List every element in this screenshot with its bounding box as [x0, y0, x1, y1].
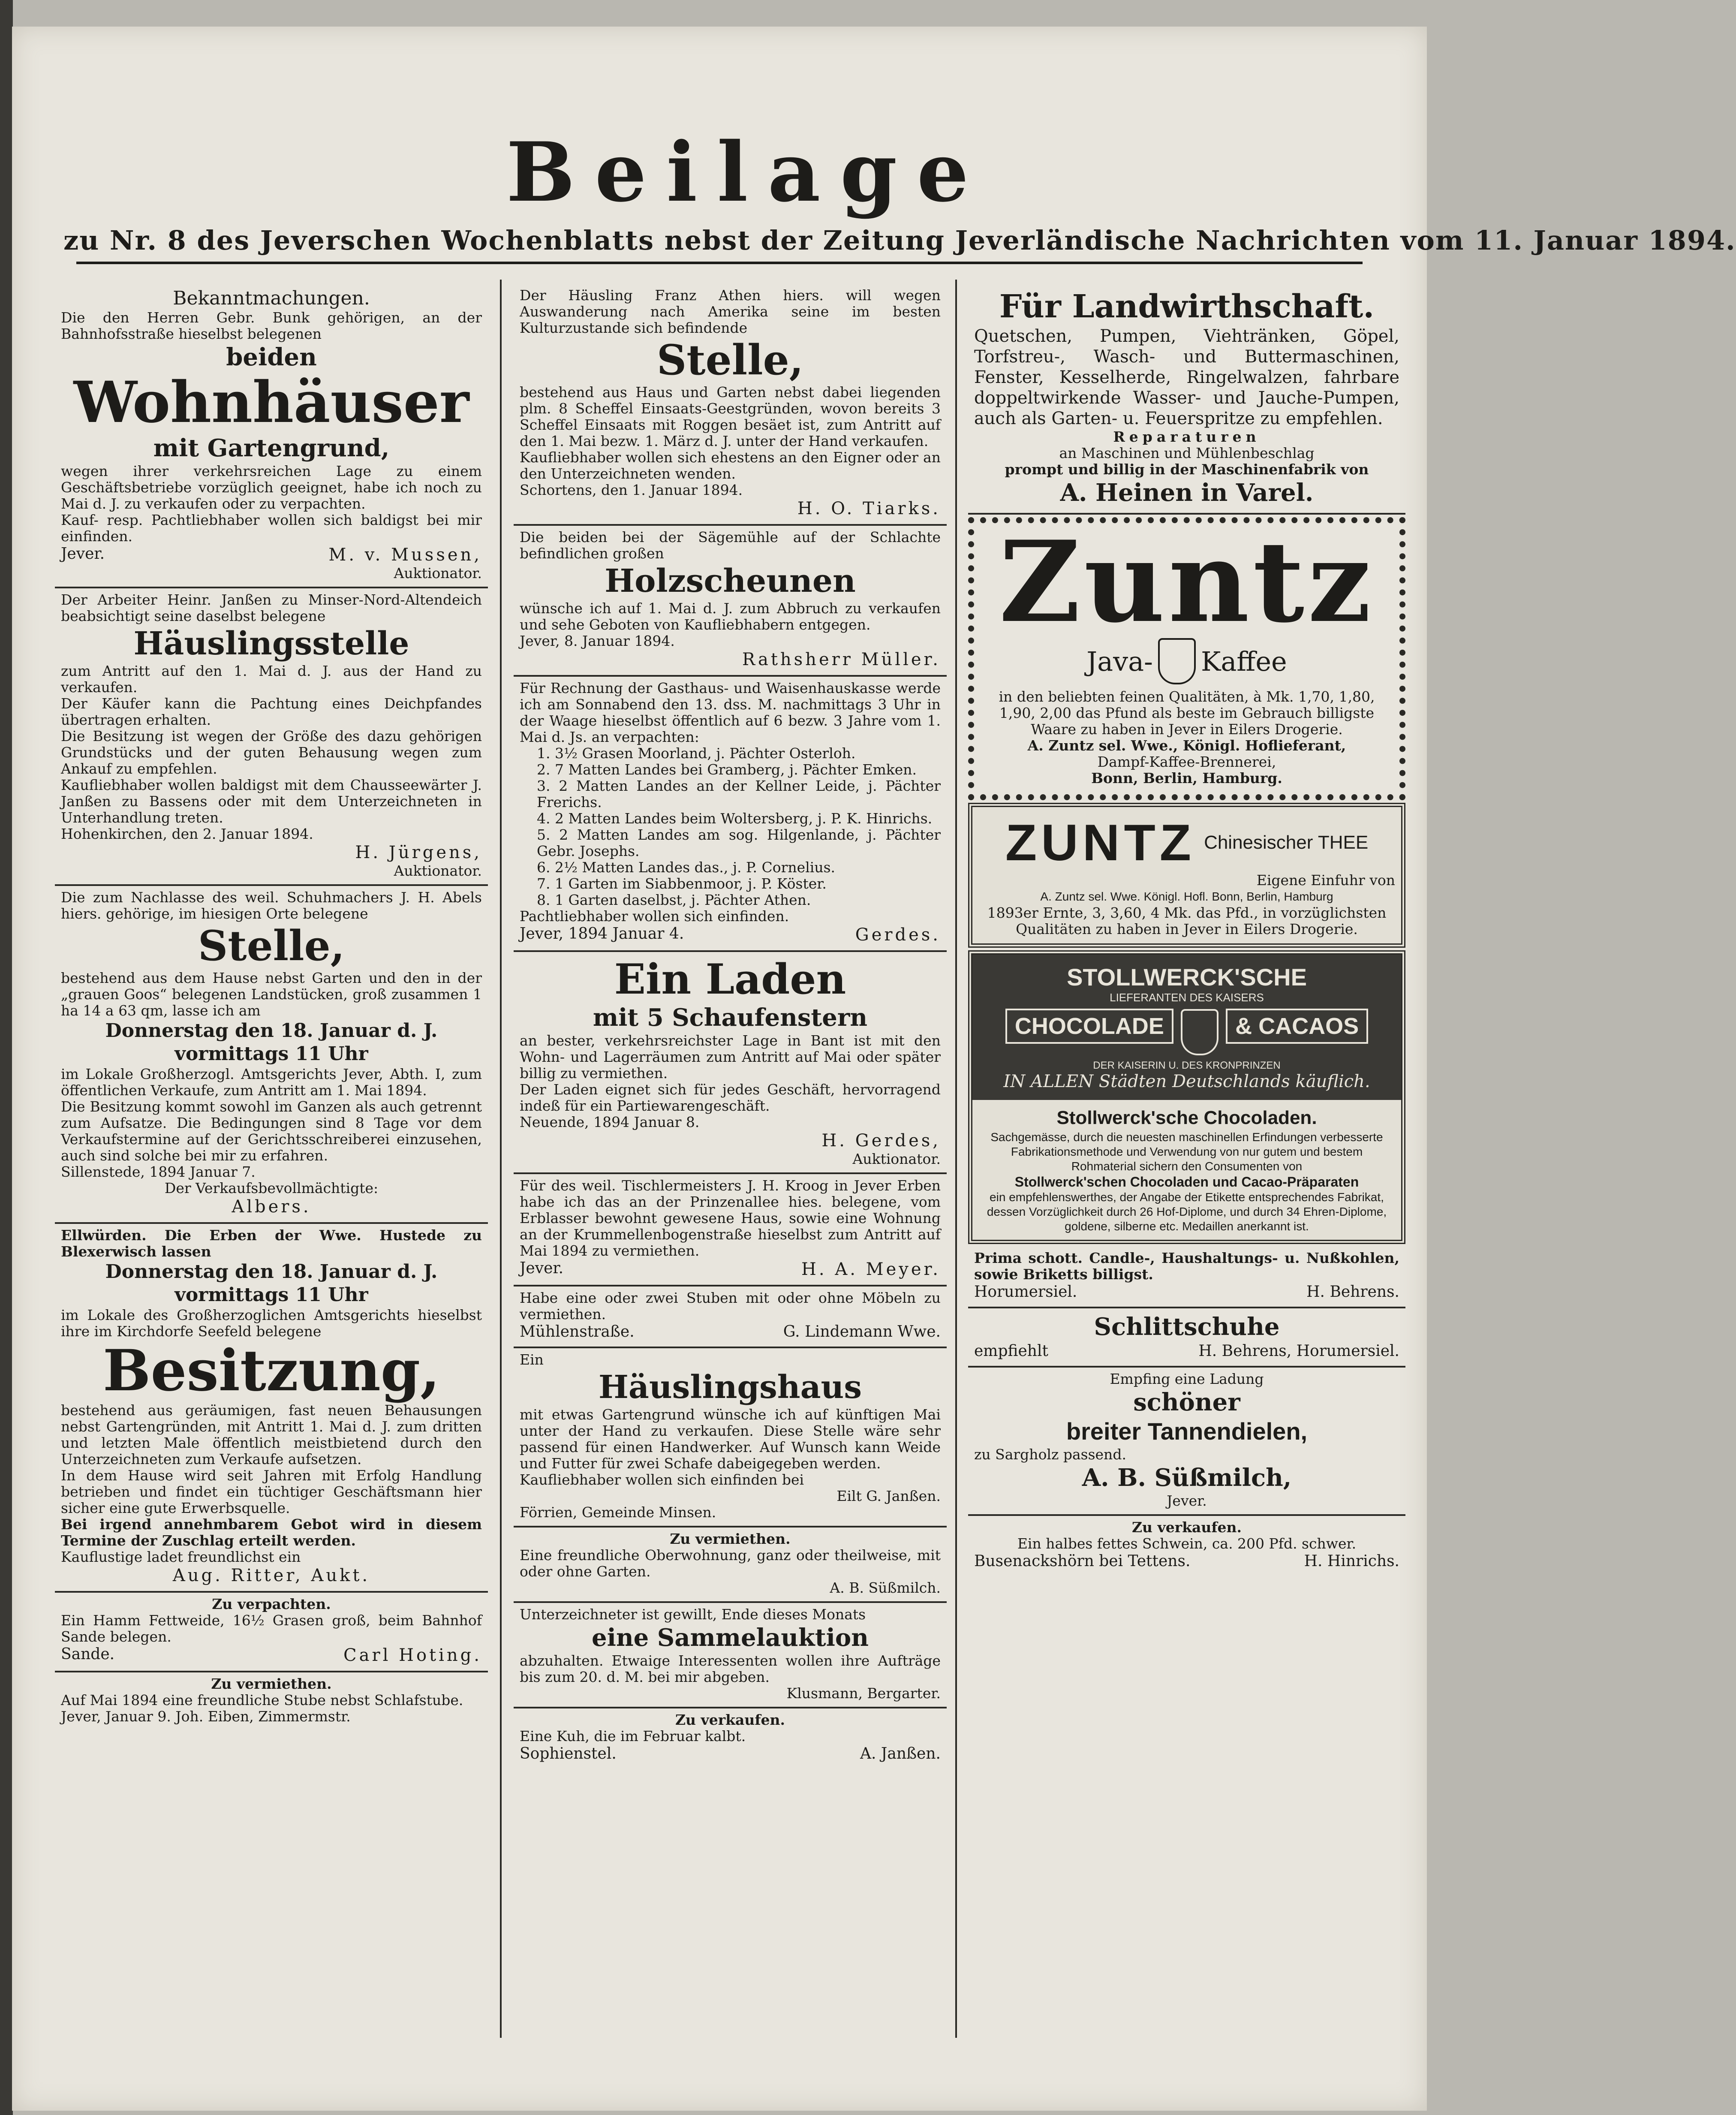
- column-rule-1: [500, 280, 502, 2038]
- ad-signature: A. B. Süßmilch,: [1082, 1463, 1292, 1492]
- ad-stuben: [514, 1286, 947, 1348]
- list-item: 5. 2 Matten Landes am sog. Hilgenlande, j. Pächter Gebr. Josephs.: [537, 826, 941, 859]
- ad-place: Mühlenstraße.: [520, 1323, 635, 1341]
- ad-zuntz-thee: [968, 803, 1405, 948]
- ad-text: Habe eine oder zwei Stuben mit oder ohne Möbeln zu vermiethen.: [520, 1289, 941, 1323]
- ad-text: Ein: [520, 1351, 544, 1368]
- coat-of-arms-icon: [1158, 638, 1196, 684]
- zuntz-logo: Zuntz: [999, 517, 1375, 648]
- signature-row: [61, 545, 482, 565]
- ad-text: Unterzeichneter ist gewillt, Ende dieses Monats: [520, 1606, 866, 1623]
- list-item: 8. 1 Garten daselbst, j. Pächter Athen.: [537, 892, 811, 908]
- ad-signature: Albers.: [232, 1197, 311, 1217]
- ad-date: Hohenkirchen, den 2. Januar 1894.: [61, 826, 313, 842]
- java-label: Java-: [1086, 645, 1153, 677]
- ad-role: Auktionator.: [394, 565, 482, 581]
- ad-signature: Eilt G. Janßen.: [836, 1488, 941, 1504]
- ad-text: im Lokale des Großherzoglichen Amtsgerichts hieselbst ihre im Kirchdorfe Seefeld belegene: [61, 1307, 482, 1340]
- ad-text: Pachtliebhaber wollen sich einfinden.: [520, 908, 789, 925]
- stollwerck-brand: STOLLWERCK'SCHE: [1067, 964, 1307, 991]
- signature-row: [974, 1342, 1399, 1361]
- stollwerck-kaiserin: DER KAISERIN U. DES KRONPRINZEN: [1093, 1059, 1281, 1071]
- ad-text: wünsche ich auf 1. Mai d. J. zum Abbruch zu verkaufen und sehe Geboten von Kaufliebhabern entgegen.: [520, 600, 941, 633]
- ad-headline: Häuslingshaus: [599, 1369, 862, 1406]
- ad-headline: Holzscheunen: [605, 563, 856, 600]
- ad-text: zum Antritt auf den 1. Mai d. J. aus der Hand zu verkaufen.: [61, 663, 482, 696]
- list-item: 7. 1 Garten im Siabbenmoor, j. P. Köster.: [537, 875, 827, 892]
- ad-date: Jever, 1894 Januar 4.: [520, 925, 684, 943]
- ad-text: Der Käufer kann die Pachtung eines Deichpfandes übertragen erhalten.: [61, 695, 482, 728]
- ad-haeuslingshaus: [514, 1348, 947, 1528]
- ad-place: Jever.: [61, 545, 105, 563]
- ad-text: Eine freundliche Oberwohnung, ganz oder theilweise, mit oder ohne Garten.: [520, 1547, 941, 1580]
- ad-text: Ein halbes fettes Schwein, ca. 200 Pfd. schwer.: [1017, 1535, 1357, 1552]
- ad-schlittschuhe: [968, 1308, 1405, 1368]
- ad-besitzung: [55, 1224, 488, 1593]
- ad-subheading: mit Gartengrund,: [153, 434, 390, 462]
- ad-headline: Wohnhäuser: [73, 369, 469, 436]
- ad-text: ein empfehlenswerthes, der Angabe der Etikette entsprechendes Fabrikat, dessen Vorzüglichkeit durch 26 Hof-Diplome, und durch 34 Ehren-Diplome, goldene, silberne etc. Medaillen anerkannt ist.: [987, 1190, 1387, 1233]
- section-heading: Zu vermiethen.: [211, 1675, 332, 1692]
- ad-role: Auktionator.: [852, 1151, 941, 1167]
- column-2: [514, 284, 947, 1769]
- ad-signature: A. B. Süßmilch.: [830, 1579, 941, 1596]
- ad-vermiethen-eiben: [55, 1672, 488, 1730]
- ad-firm: A. Zuntz sel. Wwe., Königl. Hoflieferant,: [1027, 737, 1346, 754]
- ad-text: in den beliebten feinen Qualitäten, à Mk. 1,70, 1,80, 1,90, 2,00 das Pfund als beste im Gebrauch billigste Waare zu haben in Jever in Eilers Drogerie.: [999, 688, 1375, 738]
- ad-verpachtung-waisenhaus: [514, 677, 947, 952]
- ad-date: Sillenstede, 1894 Januar 7.: [61, 1163, 256, 1180]
- thee-subtitle: Chinesischer THEE: [1204, 832, 1369, 853]
- kaffee-label: Kaffee: [1201, 645, 1287, 677]
- thee-firm: A. Zuntz sel. Wwe. Königl. Hofl. Bonn, Berlin, Hamburg: [1040, 890, 1333, 903]
- signature-row: [520, 1323, 941, 1341]
- list-item: 6. 2½ Matten Landes das., j. P. Cornelius.: [537, 859, 835, 876]
- ad-wohnhaeuser: [55, 284, 488, 588]
- signature-row: [520, 1259, 941, 1280]
- ad-holzscheunen: [514, 526, 947, 677]
- ad-text: Kaufliebhaber wollen baldigst mit dem Chausseewärter J. Janßen zu Bassens oder mit dem Unterzeichneten in Unterhandlung treten.: [61, 777, 482, 826]
- newspaper-page: [12, 27, 1736, 2111]
- ad-signature: Jever, Januar 9. Joh. Eiben, Zimmermstr.: [61, 1708, 351, 1725]
- ad-subheading: mit 5 Schaufenstern: [593, 1003, 868, 1032]
- masthead-rule: [76, 262, 1363, 264]
- ad-signature: Klusmann, Bergarter.: [786, 1685, 941, 1702]
- ad-text: Der Arbeiter Heinr. Janßen zu Minser-Nord-Altendeich beabsichtigt seine daselbst belegene: [61, 591, 482, 624]
- list-item: 2. 7 Matten Landes bei Gramberg, j. Pächter Emken.: [537, 761, 917, 778]
- ad-signature: Gerdes.: [855, 925, 941, 945]
- ad-date-line: Donnerstag den 18. Januar d. J.: [105, 1261, 438, 1283]
- ad-text: Kaufliebhaber wollen sich ehestens an den Eigner oder an den Unterzeichneten wenden.: [520, 449, 941, 482]
- ad-date: Neuende, 1894 Januar 8.: [520, 1114, 700, 1130]
- signature-row: [974, 1283, 1399, 1302]
- cacaos-label: & CACAOS: [1226, 1009, 1368, 1044]
- signature-row: [520, 1744, 941, 1763]
- stollwerck-label: [972, 955, 1401, 1100]
- list-item: 1. 3½ Grasen Moorland, j. Pächter Osterloh.: [537, 745, 856, 762]
- ad-signature: H. Behrens, Horumersiel.: [1198, 1342, 1399, 1360]
- ad-text: Stollwerck'schen Chocoladen und Cacao-Präparaten: [1014, 1174, 1359, 1190]
- book-spine: [0, 0, 13, 2115]
- section-heading: Zu verkaufen.: [675, 1711, 785, 1728]
- ad-signature: Aug. Ritter, Aukt.: [172, 1566, 370, 1585]
- ad-headline: Für Landwirthschaft.: [999, 288, 1375, 325]
- eagle-crest-icon: [1181, 1009, 1219, 1055]
- ad-oberwohnung: [514, 1528, 947, 1603]
- ad-text: Die zum Nachlasse des weil. Schuhmachers J. H. Abels hiers. gehörige, im hiesigen Orte belegene: [61, 889, 482, 922]
- section-heading: Zu verkaufen.: [1131, 1518, 1242, 1536]
- ad-place: Horumersiel.: [974, 1283, 1077, 1301]
- list-item: 4. 2 Matten Landes beim Woltersberg, j. P. K. Hinrichs.: [537, 810, 933, 827]
- ad-text: abzuhalten. Etwaige Interessenten wollen ihre Aufträge bis zum 20. d. M. bei mir abgeben.: [520, 1652, 941, 1685]
- ad-place: Förrien, Gemeinde Minsen.: [520, 1504, 716, 1521]
- ad-text: zu Sargholz passend.: [974, 1446, 1126, 1463]
- ad-text: In dem Hause wird seit Jahren mit Erfolg Handlung betrieben und findet ein tüchtiger Geschäftsmann hier sicher eine gute Erwerbsquelle.: [61, 1467, 482, 1516]
- ad-headline: breiter Tannendielen,: [1066, 1417, 1308, 1445]
- stollwerck-cities: IN ALLEN Städten Deutschlands käuflich.: [1003, 1071, 1370, 1091]
- ad-text: 1893er Ernte, 3, 3,60, 4 Mk. das Pfd., in vorzüglichsten Qualitäten zu haben in Jever in Eilers Drogerie.: [987, 904, 1387, 937]
- ad-text: Auf Mai 1894 eine freundliche Stube nebst Schlafstube.: [61, 1692, 463, 1708]
- ad-signature: Rathsherr Müller.: [742, 650, 941, 669]
- ad-text: bestehend aus dem Hause nebst Garten und den in der „grauen Goos“ belegenen Landstücken, groß zusammen 1 ha 14 a 63 qm, lasse ich am: [61, 970, 482, 1019]
- ad-haeuslingsstelle: [55, 588, 488, 886]
- ad-signature: A. Heinen in Varel.: [1060, 479, 1314, 507]
- ad-text: Kauflustige ladet freundlichst ein: [61, 1549, 301, 1565]
- ad-text: Quetschen, Pumpen, Viehtränken, Göpel, Torfstreu-, Wasch- und Buttermaschinen, Fenster, Kesselherde, Ringelwalzen, fahrbare doppeltwirkende Wasser- und Jauche-Pumpen, auch als Garten- u. Feuerspritze zu empfehlen.: [974, 326, 1399, 428]
- ad-headline: Besitzung,: [102, 1338, 440, 1404]
- ad-text: im Lokale Großherzogl. Amtsgerichts Jever, Abth. I, zum öffentlichen Verkaufe, zum Antritt am 1. Mai 1894.: [61, 1066, 482, 1099]
- ad-signature: M. v. Mussen,: [328, 545, 482, 565]
- ad-signature: A. Janßen.: [860, 1745, 941, 1762]
- ad-kroog: [514, 1174, 947, 1286]
- ad-text: Bei irgend annehmbarem Gebot wird in diesem Termine der Zuschlag erteilt werden.: [61, 1516, 482, 1549]
- ad-firm: Dampf-Kaffee-Brennerei,: [1097, 753, 1276, 770]
- section-heading: Zu verpachten.: [212, 1596, 331, 1612]
- ad-time-line: vormittags 11 Uhr: [175, 1284, 368, 1306]
- ad-text: Empfing eine Ladung: [1110, 1370, 1264, 1387]
- supplement-subtitle: zu Nr. 8 des Jeverschen Wochenblatts nebst der Zeitung Jeverländische Nachrichten vom 11. Januar 1894.: [63, 225, 1736, 256]
- stollwerck-title: Stollwerck'sche Chocoladen.: [1056, 1107, 1317, 1128]
- ad-text: Der Häusling Franz Athen hiers. will wegen Auswanderung nach Amerika seine im besten Kulturzustande sich befindende: [520, 287, 941, 336]
- ad-verpachten: [55, 1593, 488, 1672]
- ad-text: Sachgemässe, durch die neuesten maschinellen Erfindungen verbesserte Fabrikationsmethode und Verwendung von nur gutem und bestem Rohmaterial sichern den Consumenten von: [990, 1130, 1383, 1173]
- ad-sammelauktion: [514, 1603, 947, 1708]
- ad-kuh: [514, 1708, 947, 1769]
- ad-headline: Ein Laden: [614, 955, 846, 1003]
- ad-text: wegen ihrer verkehrsreichen Lage zu einem Geschäftsbetriebe vorzüglich geeignet, habe ich noch zu Mai d. J. zu verkaufen oder zu verpachten.: [61, 463, 482, 512]
- ad-role: Auktionator.: [394, 862, 482, 879]
- ad-text: Die Besitzung ist wegen der Größe des dazu gehörigen Grundstücks und der guten Behausung wegen zum Ankauf zu empfehlen.: [61, 728, 482, 777]
- ad-date: Jever, 8. Januar 1894.: [520, 633, 675, 649]
- ad-text: prompt und billig in der Maschinenfabrik von: [1005, 461, 1369, 478]
- ad-subheading: Reparaturen: [1113, 428, 1261, 445]
- thee-header: [978, 813, 1395, 872]
- ad-text: bestehend aus Haus und Garten nebst dabei liegenden plm. 8 Scheffel Einsaats-Geestgründen, wovon bereits 3 Scheffel Einsaats mit Roggen besäet ist, zum Antritt auf den 1. Mai bezw. 1. März d. J. unter der Hand verkaufen.: [520, 384, 941, 449]
- section-heading: Zu vermiethen.: [670, 1531, 791, 1547]
- ad-text: an bester, verkehrsreichster Lage in Bant ist mit den Wohn- und Lagerräumen zum Antritt auf Mai oder später billig zu vermiethen.: [520, 1032, 941, 1082]
- ad-place: Sande.: [61, 1645, 115, 1663]
- ad-place: Busenackshörn bei Tettens.: [974, 1552, 1191, 1570]
- ad-headline: eine Sammelauktion: [592, 1624, 869, 1652]
- ad-text: Für Rechnung der Gasthaus- und Waisenhauskasse werde ich am Sonnabend den 13. dss. M. nachmittags 3 Uhr in der Waage hieselbst öffentlich auf 6 bezw. 3 Jahre vom 1. Mai d. Js. an verpachten:: [520, 680, 941, 745]
- ad-place: Jever.: [1167, 1492, 1207, 1509]
- ad-headline: Häuslingsstelle: [133, 625, 409, 662]
- ad-cities: Bonn, Berlin, Hamburg.: [1091, 770, 1282, 786]
- ad-text: Die beiden bei der Sägemühle auf der Schlachte befindlichen großen: [520, 529, 941, 562]
- ad-text: Eine Kuh, die im Februar kalbt.: [520, 1728, 746, 1744]
- ad-signature: H. Behrens.: [1306, 1283, 1399, 1301]
- ad-zuntz-kaffee: [968, 517, 1405, 800]
- ad-text: an Maschinen und Mühlenbeschlag: [1059, 445, 1315, 461]
- ad-signature: G. Lindemann Wwe.: [783, 1323, 941, 1341]
- ad-signature: H. Hinrichs.: [1304, 1552, 1399, 1570]
- ad-signature: H. Gerdes,: [821, 1131, 941, 1151]
- ad-date: Schortens, den 1. Januar 1894.: [520, 482, 743, 498]
- ad-text: mit etwas Gartengrund wünsche ich auf künftigen Mai unter der Hand zu verkaufen. Diese Stelle wäre sehr passend für einen Handwerker. Auf Wunsch kann Weide und Futter für zwei Schafe dabeigegeben werden.: [520, 1406, 941, 1472]
- ad-headline: Stelle,: [198, 922, 345, 970]
- ad-text: Die den Herren Gebr. Bunk gehörigen, an der Bahnhofsstraße hieselbst belegenen: [61, 309, 482, 342]
- chocolade-label: CHOCOLADE: [1005, 1009, 1173, 1044]
- signature-row: [974, 1552, 1399, 1571]
- ad-text: bestehend aus geräumigen, fast neuen Behausungen nebst Gartengründen, mit Antritt 1. Mai d. J. zum dritten und letzten Male öffentlich meistbietend durch den Unterzeichneten zum Verkaufe aufsetzen.: [61, 1402, 482, 1467]
- ad-headline: Stelle,: [656, 336, 804, 384]
- ad-place: Sophienstel.: [520, 1745, 617, 1762]
- ad-text: Kauf- resp. Pachtliebhaber wollen sich baldigst bei mir einfinden.: [61, 512, 482, 545]
- ad-landwirthschaft: [968, 284, 1405, 515]
- ad-text: Die Besitzung kommt sowohl im Ganzen als auch getrennt zum Aufsatze. Die Bedingungen sind 8 Tage vor dem Verkaufstermine auf der Gerichtsschreiberei einzusehen, auch sind solche bei mir zu erfahren.: [61, 1098, 482, 1164]
- column-3: [968, 284, 1405, 1576]
- ad-text: Kaufliebhaber wollen sich einfinden bei: [520, 1471, 804, 1488]
- ad-text: Für des weil. Tischlermeisters J. H. Kroog in Jever Erben habe ich das an der Prinzenallee hies. belegene, vom Erblasser bewohnt gewesene Haus, sowie eine Wohnung an der Krummellenbogenstraße hieselbst zum Antritt auf Mai 1894 zu vermiethen.: [520, 1177, 941, 1259]
- ad-signature: H. A. Meyer.: [801, 1259, 941, 1279]
- ad-subheading: beiden: [226, 343, 317, 371]
- ad-signature: Carl Hoting.: [343, 1645, 482, 1665]
- ad-date-line: Donnerstag den 18. Januar d. J.: [105, 1020, 438, 1042]
- thee-import: Eigene Einfuhr von: [1256, 872, 1395, 889]
- ad-text: Der Laden eignet sich für jedes Geschäft, hervorragend indeß für ein Partiewarengeschäft.: [520, 1081, 941, 1114]
- ad-time-line: vormittags 11 Uhr: [175, 1043, 368, 1065]
- ad-role: Der Verkaufsbevollmächtigte:: [164, 1180, 379, 1196]
- list-item: 3. 2 Matten Landes an der Kellner Leide, j. Pächter Frerichs.: [537, 777, 941, 810]
- ad-headline: Schlittschuhe: [1094, 1312, 1280, 1341]
- ad-text: Ellwürden. Die Erben der Wwe. Hustede zu Blexerwisch lassen: [61, 1227, 482, 1260]
- ad-kohlen: [968, 1247, 1405, 1308]
- ad-stelle-athen: [514, 284, 947, 526]
- ad-schwein: [968, 1516, 1405, 1576]
- signature-row: [61, 1645, 482, 1666]
- ad-tannendielen: [968, 1368, 1405, 1516]
- thee-logo: ZUNTZ: [1005, 814, 1196, 871]
- ad-headline: schöner: [1133, 1388, 1240, 1416]
- column-rule-2: [955, 280, 957, 2038]
- ad-text: Prima schott. Candle-, Haushaltungs- u. Nußkohlen, sowie Briketts billigst.: [974, 1249, 1399, 1283]
- supplement-title: Beilage: [506, 124, 989, 220]
- signature-row: [520, 925, 941, 945]
- masthead: [63, 124, 1736, 256]
- column-1: [55, 284, 488, 1730]
- ad-stollwerck: [968, 950, 1405, 1244]
- stollwerck-supplier: LIEFERANTEN DES KAISERS: [1110, 991, 1264, 1004]
- ad-text: empfiehlt: [974, 1342, 1048, 1360]
- ad-laden: [514, 952, 947, 1174]
- ad-stelle-abels: [55, 886, 488, 1224]
- ad-place: Jever.: [520, 1259, 564, 1277]
- ad-text: Ein Hamm Fettweide, 16½ Grasen groß, beim Bahnhof Sande belegen.: [61, 1612, 482, 1645]
- ad-signature: H. O. Tiarks.: [797, 499, 941, 518]
- section-heading: Bekanntmachungen.: [173, 287, 370, 309]
- ad-signature: H. Jürgens,: [355, 843, 482, 862]
